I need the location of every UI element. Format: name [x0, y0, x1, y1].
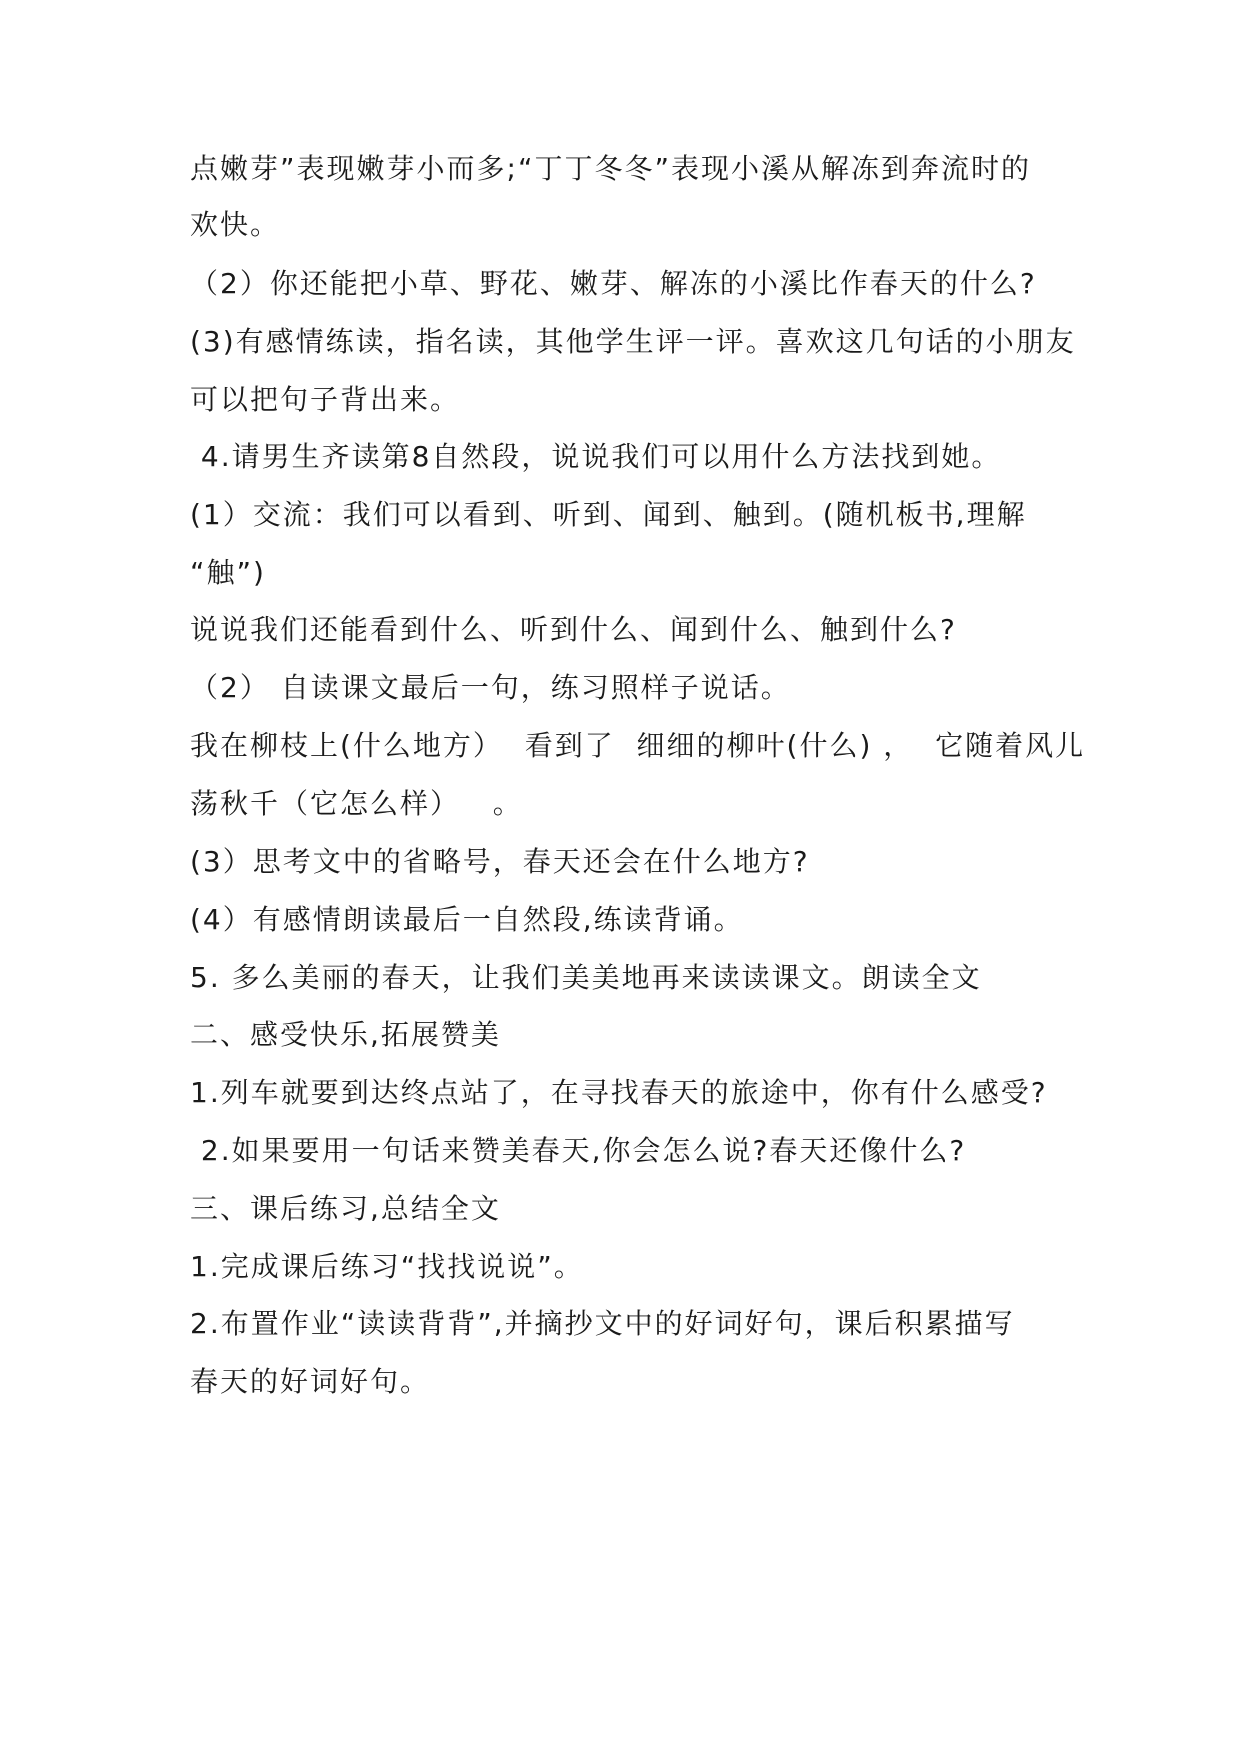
- text-line: 荡秋千（它怎么样） 。: [190, 787, 523, 820]
- text-line: (4）有感情朗读最后一自然段,练读背诵。: [190, 903, 744, 936]
- text-line: 我在柳枝上(什么地方） 看到了 细细的柳叶(什么) ， 它随着风儿: [190, 729, 1086, 762]
- text-line: 2.布置作业“读读背背”,并摘抄文中的好词好句，课后积累描写: [190, 1307, 1015, 1340]
- text-line: 1.完成课后练习“找找说说”。: [190, 1250, 584, 1283]
- text-line: 1.列车就要到达终点站了，在寻找春天的旅途中，你有什么感受?: [190, 1076, 1048, 1109]
- text-line: 4.请男生齐读第8自然段，说说我们可以用什么方法找到她。: [190, 440, 1002, 473]
- text-line: （2）你还能把小草、野花、嫩芽、解冻的小溪比作春天的什么?: [190, 267, 1037, 300]
- text-line: 点嫩芽”表现嫩芽小而多;“丁丁冬冬”表现小溪从解冻到奔流时的: [190, 152, 1031, 185]
- text-line: (3）思考文中的省略号，春天还会在什么地方?: [190, 845, 810, 878]
- text-line: 5. 多么美丽的春天，让我们美美地再来读读课文。朗读全文: [190, 961, 982, 994]
- text-line: 欢快。: [190, 208, 281, 241]
- text-line: 三、课后练习,总结全文: [190, 1192, 501, 1225]
- text-line: 春天的好词好句。: [190, 1365, 431, 1398]
- text-line: （2） 自读课文最后一句，练习照样子说话。: [190, 671, 791, 704]
- text-line: (1）交流：我们可以看到、听到、闻到、触到。(随机板书,理解: [190, 498, 1027, 531]
- text-line: 可以把句子背出来。: [190, 383, 461, 416]
- text-line: 说说我们还能看到什么、听到什么、闻到什么、触到什么?: [190, 613, 957, 646]
- text-line: “触”): [190, 556, 266, 589]
- text-line: 二、感受快乐,拓展赞美: [190, 1018, 501, 1051]
- text-line: (3)有感情练读，指名读，其他学生评一评。喜欢这几句话的小朋友: [190, 325, 1076, 358]
- text-line: 2.如果要用一句话来赞美春天,你会怎么说?春天还像什么?: [190, 1134, 967, 1167]
